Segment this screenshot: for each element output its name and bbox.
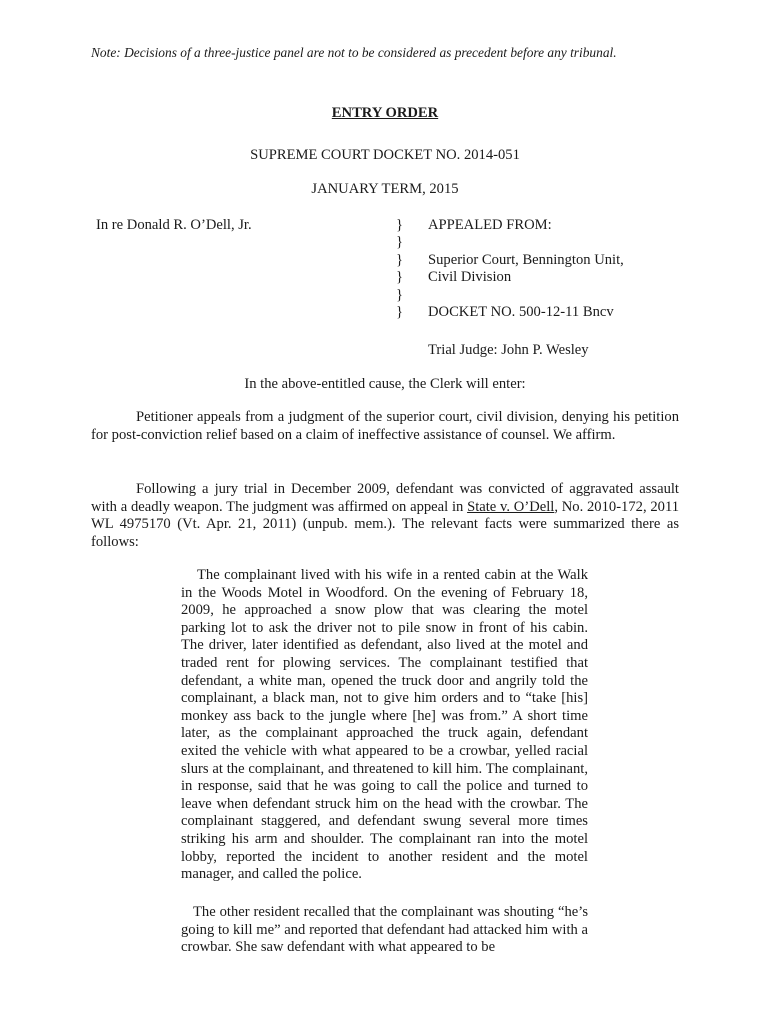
precedent-note: Note: Decisions of a three-justice panel are not to be considered as precedent before any tribunal.	[91, 45, 617, 60]
caption-details	[428, 217, 624, 321]
block-quote-resident: The other resident recalled that the complainant was shouting “he’s going to kill me” and reported that defendant had attacked him with a crowbar. She saw defendant with what appeared to be	[181, 904, 588, 956]
clerk-entry-line: In the above-entitled cause, the Clerk will enter:	[244, 376, 526, 392]
appealed-from-label: APPEALED FROM:	[428, 217, 552, 233]
paragraph-text: Following a jury trial in December 2009, defendant was convicted of aggravated assault with a deadly weapon. The judgment was affirmed on appeal in	[91, 481, 679, 515]
caption-brace: }	[396, 269, 404, 286]
lower-court-line2: Civil Division	[428, 269, 512, 286]
supreme-court-docket: SUPREME COURT DOCKET NO. 2014-051	[250, 147, 520, 163]
caption-brace: }	[396, 251, 404, 268]
caption-brace: }	[396, 234, 404, 251]
case-party: In re Donald R. O’Dell, Jr.	[96, 217, 252, 233]
paragraph-text: , No. 2010-172, 2011 WL 4975170 (Vt. Apr. 21, 2011) (unpub. mem.). The relevant facts were summarized there as follows:	[91, 498, 680, 550]
caption-braces	[396, 217, 403, 321]
lower-docket-number: DOCKET NO. 500-12-11 Bncv	[428, 304, 614, 320]
trial-judge: Trial Judge: John P. Wesley	[428, 342, 589, 358]
opening-paragraph: Petitioner appeals from a judgment of the superior court, civil division, denying his petition for post-conviction relief based on a claim of ineffective assistance of counsel. We affirm.	[91, 409, 679, 443]
caption-brace: }	[396, 303, 404, 320]
caption-brace: }	[396, 217, 404, 233]
document-title: ENTRY ORDER	[331, 105, 439, 121]
case-citation: State v. O’Dell	[467, 498, 555, 515]
block-quote-facts: The complainant lived with his wife in a rented cabin at the Walk in the Woods Motel in Woodford. On the evening of February 18, 2009, he approached a snow plow that was clearing the motel parking lot to ask the driver not to pile snow in front of his cabin. The driver, later identified as defendant, also lived at the motel and traded rent for plowing services. The complainant testified that defendant, a white man, opened the truck door and angrily told the complainant, a black man, not to give him orders and to “take [his] monkey ass back to the jungle where [he] was from.” A short time later, as the complainant approached the truck again, defendant exited the vehicle with what appeared to be a crowbar, yelled racial slurs at the complainant, and threatened to kill him. The complainant, in response, said that he was going to call the police and turned to leave when defendant struck him on the head with the crowbar. The complainant staggered, and defendant swung several more times striking his arm and shoulder. The complainant ran into the motel lobby, reported the incident to another resident and the motel manager, and called the police.	[181, 567, 588, 883]
lower-court-line1: Superior Court, Bennington Unit,	[428, 251, 624, 268]
court-term: JANUARY TERM, 2015	[311, 181, 459, 197]
procedural-history-paragraph	[91, 481, 679, 551]
caption-brace: }	[396, 286, 404, 303]
